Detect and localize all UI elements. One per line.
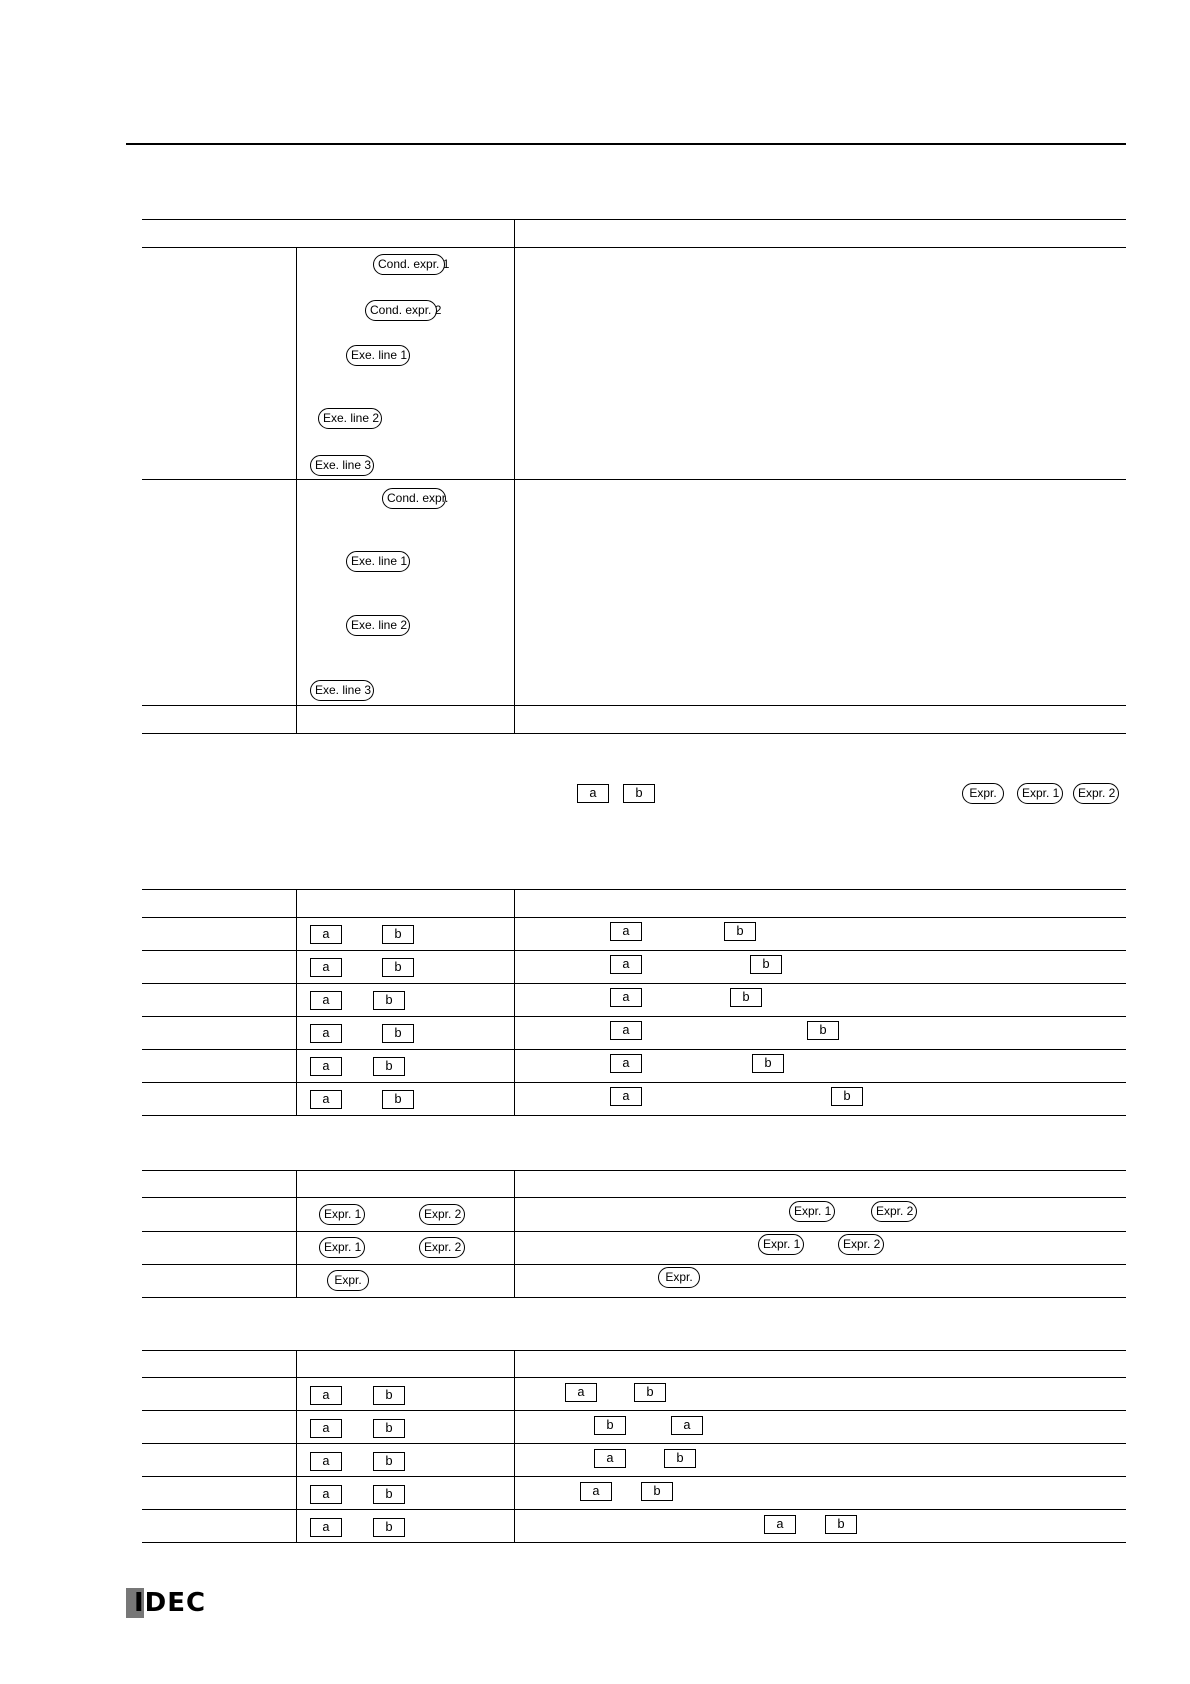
table-divider — [296, 889, 297, 1115]
desc-box-a: a — [610, 1087, 642, 1106]
example-box-a: a — [310, 1024, 342, 1043]
expr-2-label: Expr. 2 — [419, 1237, 465, 1258]
table-rule — [142, 1264, 1126, 1265]
expr-1-label: Expr. 1 — [789, 1201, 835, 1222]
example-box-a: a — [310, 1386, 342, 1405]
table-divider — [296, 1170, 297, 1297]
exe-line-2-label: Exe. line 2 — [346, 615, 410, 636]
table-rule — [142, 1476, 1126, 1477]
desc-box-second: b — [634, 1383, 666, 1402]
table-rule — [142, 889, 1126, 890]
table-rule — [142, 1509, 1126, 1510]
example-box-b: b — [382, 958, 414, 977]
table-rule — [142, 219, 1126, 220]
expr-label: Expr. — [327, 1270, 369, 1291]
expr-1-label: Expr. 1 — [1017, 783, 1063, 804]
expr-2-label: Expr. 2 — [419, 1204, 465, 1225]
desc-box-first: a — [764, 1515, 796, 1534]
desc-box-b: b — [807, 1021, 839, 1040]
desc-box-second: b — [641, 1482, 673, 1501]
cond-expr-2-label: Cond. expr. 2 — [365, 300, 437, 321]
table-rule — [142, 1410, 1126, 1411]
table-rule — [142, 983, 1126, 984]
table-rule — [142, 917, 1126, 918]
expr-label: Expr. — [658, 1267, 700, 1288]
header-rule — [126, 143, 1126, 145]
expr-1-label: Expr. 1 — [758, 1234, 804, 1255]
example-box-a: a — [310, 1518, 342, 1537]
table-rule — [142, 1049, 1126, 1050]
table-rule — [142, 1350, 1126, 1351]
example-box-b: b — [373, 1386, 405, 1405]
expr-2-label: Expr. 2 — [838, 1234, 884, 1255]
expr-2-label: Expr. 2 — [871, 1201, 917, 1222]
example-box-a: a — [310, 958, 342, 977]
table-rule — [142, 1197, 1126, 1198]
idec-logo — [126, 1588, 206, 1618]
table-rule — [142, 1115, 1126, 1116]
exe-line-1-label: Exe. line 1 — [346, 345, 410, 366]
cond-expr-label: Cond. expr. — [382, 488, 446, 509]
logo-text: IDEC — [134, 1588, 207, 1618]
expr-1-label: Expr. 1 — [319, 1204, 365, 1225]
desc-box-b: b — [750, 955, 782, 974]
desc-box-a: a — [610, 955, 642, 974]
desc-box-b: b — [724, 922, 756, 941]
exe-line-1-label: Exe. line 1 — [346, 551, 410, 572]
exe-line-3-label: Exe. line 3 — [310, 680, 374, 701]
example-box-a: a — [310, 1485, 342, 1504]
desc-box-second: b — [825, 1515, 857, 1534]
table-rule — [142, 1231, 1126, 1232]
table-rule — [142, 705, 1126, 706]
table-divider — [514, 1170, 515, 1297]
table-rule — [142, 479, 1126, 480]
desc-box-b: b — [730, 988, 762, 1007]
table-rule — [142, 1297, 1126, 1298]
table-rule — [142, 1443, 1126, 1444]
exe-line-2-label: Exe. line 2 — [318, 408, 382, 429]
desc-box-first: a — [580, 1482, 612, 1501]
example-box-b: b — [373, 1419, 405, 1438]
table-divider — [514, 219, 515, 733]
example-box-a: a — [310, 1419, 342, 1438]
table-divider — [296, 247, 297, 733]
desc-box-first: a — [565, 1383, 597, 1402]
example-box-a: a — [310, 1452, 342, 1471]
table-rule — [142, 733, 1126, 734]
desc-box-second: b — [664, 1449, 696, 1468]
table-divider — [514, 1350, 515, 1542]
desc-box-first: a — [594, 1449, 626, 1468]
desc-box-second: a — [671, 1416, 703, 1435]
expr-1-label: Expr. 1 — [319, 1237, 365, 1258]
desc-box-first: b — [594, 1416, 626, 1435]
operand-box-b: b — [623, 784, 655, 803]
example-box-b: b — [373, 1485, 405, 1504]
expr-label: Expr. — [962, 783, 1004, 804]
example-box-b: b — [382, 1024, 414, 1043]
table-rule — [142, 247, 1126, 248]
example-box-b: b — [373, 1057, 405, 1076]
table-divider — [296, 1350, 297, 1542]
example-box-a: a — [310, 991, 342, 1010]
example-box-b: b — [373, 991, 405, 1010]
desc-box-b: b — [831, 1087, 863, 1106]
desc-box-a: a — [610, 922, 642, 941]
desc-box-b: b — [752, 1054, 784, 1073]
example-box-b: b — [373, 1452, 405, 1471]
example-box-b: b — [373, 1518, 405, 1537]
desc-box-a: a — [610, 1054, 642, 1073]
operand-box-a: a — [577, 784, 609, 803]
example-box-a: a — [310, 1057, 342, 1076]
table-rule — [142, 1542, 1126, 1543]
desc-box-a: a — [610, 1021, 642, 1040]
table-rule — [142, 1170, 1126, 1171]
expr-2-label: Expr. 2 — [1073, 783, 1119, 804]
table-rule — [142, 1016, 1126, 1017]
table-divider — [514, 889, 515, 1115]
example-box-b: b — [382, 1090, 414, 1109]
table-rule — [142, 950, 1126, 951]
cond-expr-1-label: Cond. expr. 1 — [373, 254, 445, 275]
desc-box-a: a — [610, 988, 642, 1007]
example-box-a: a — [310, 1090, 342, 1109]
table-rule — [142, 1082, 1126, 1083]
example-box-a: a — [310, 925, 342, 944]
example-box-b: b — [382, 925, 414, 944]
exe-line-3-label: Exe. line 3 — [310, 455, 374, 476]
table-rule — [142, 1377, 1126, 1378]
